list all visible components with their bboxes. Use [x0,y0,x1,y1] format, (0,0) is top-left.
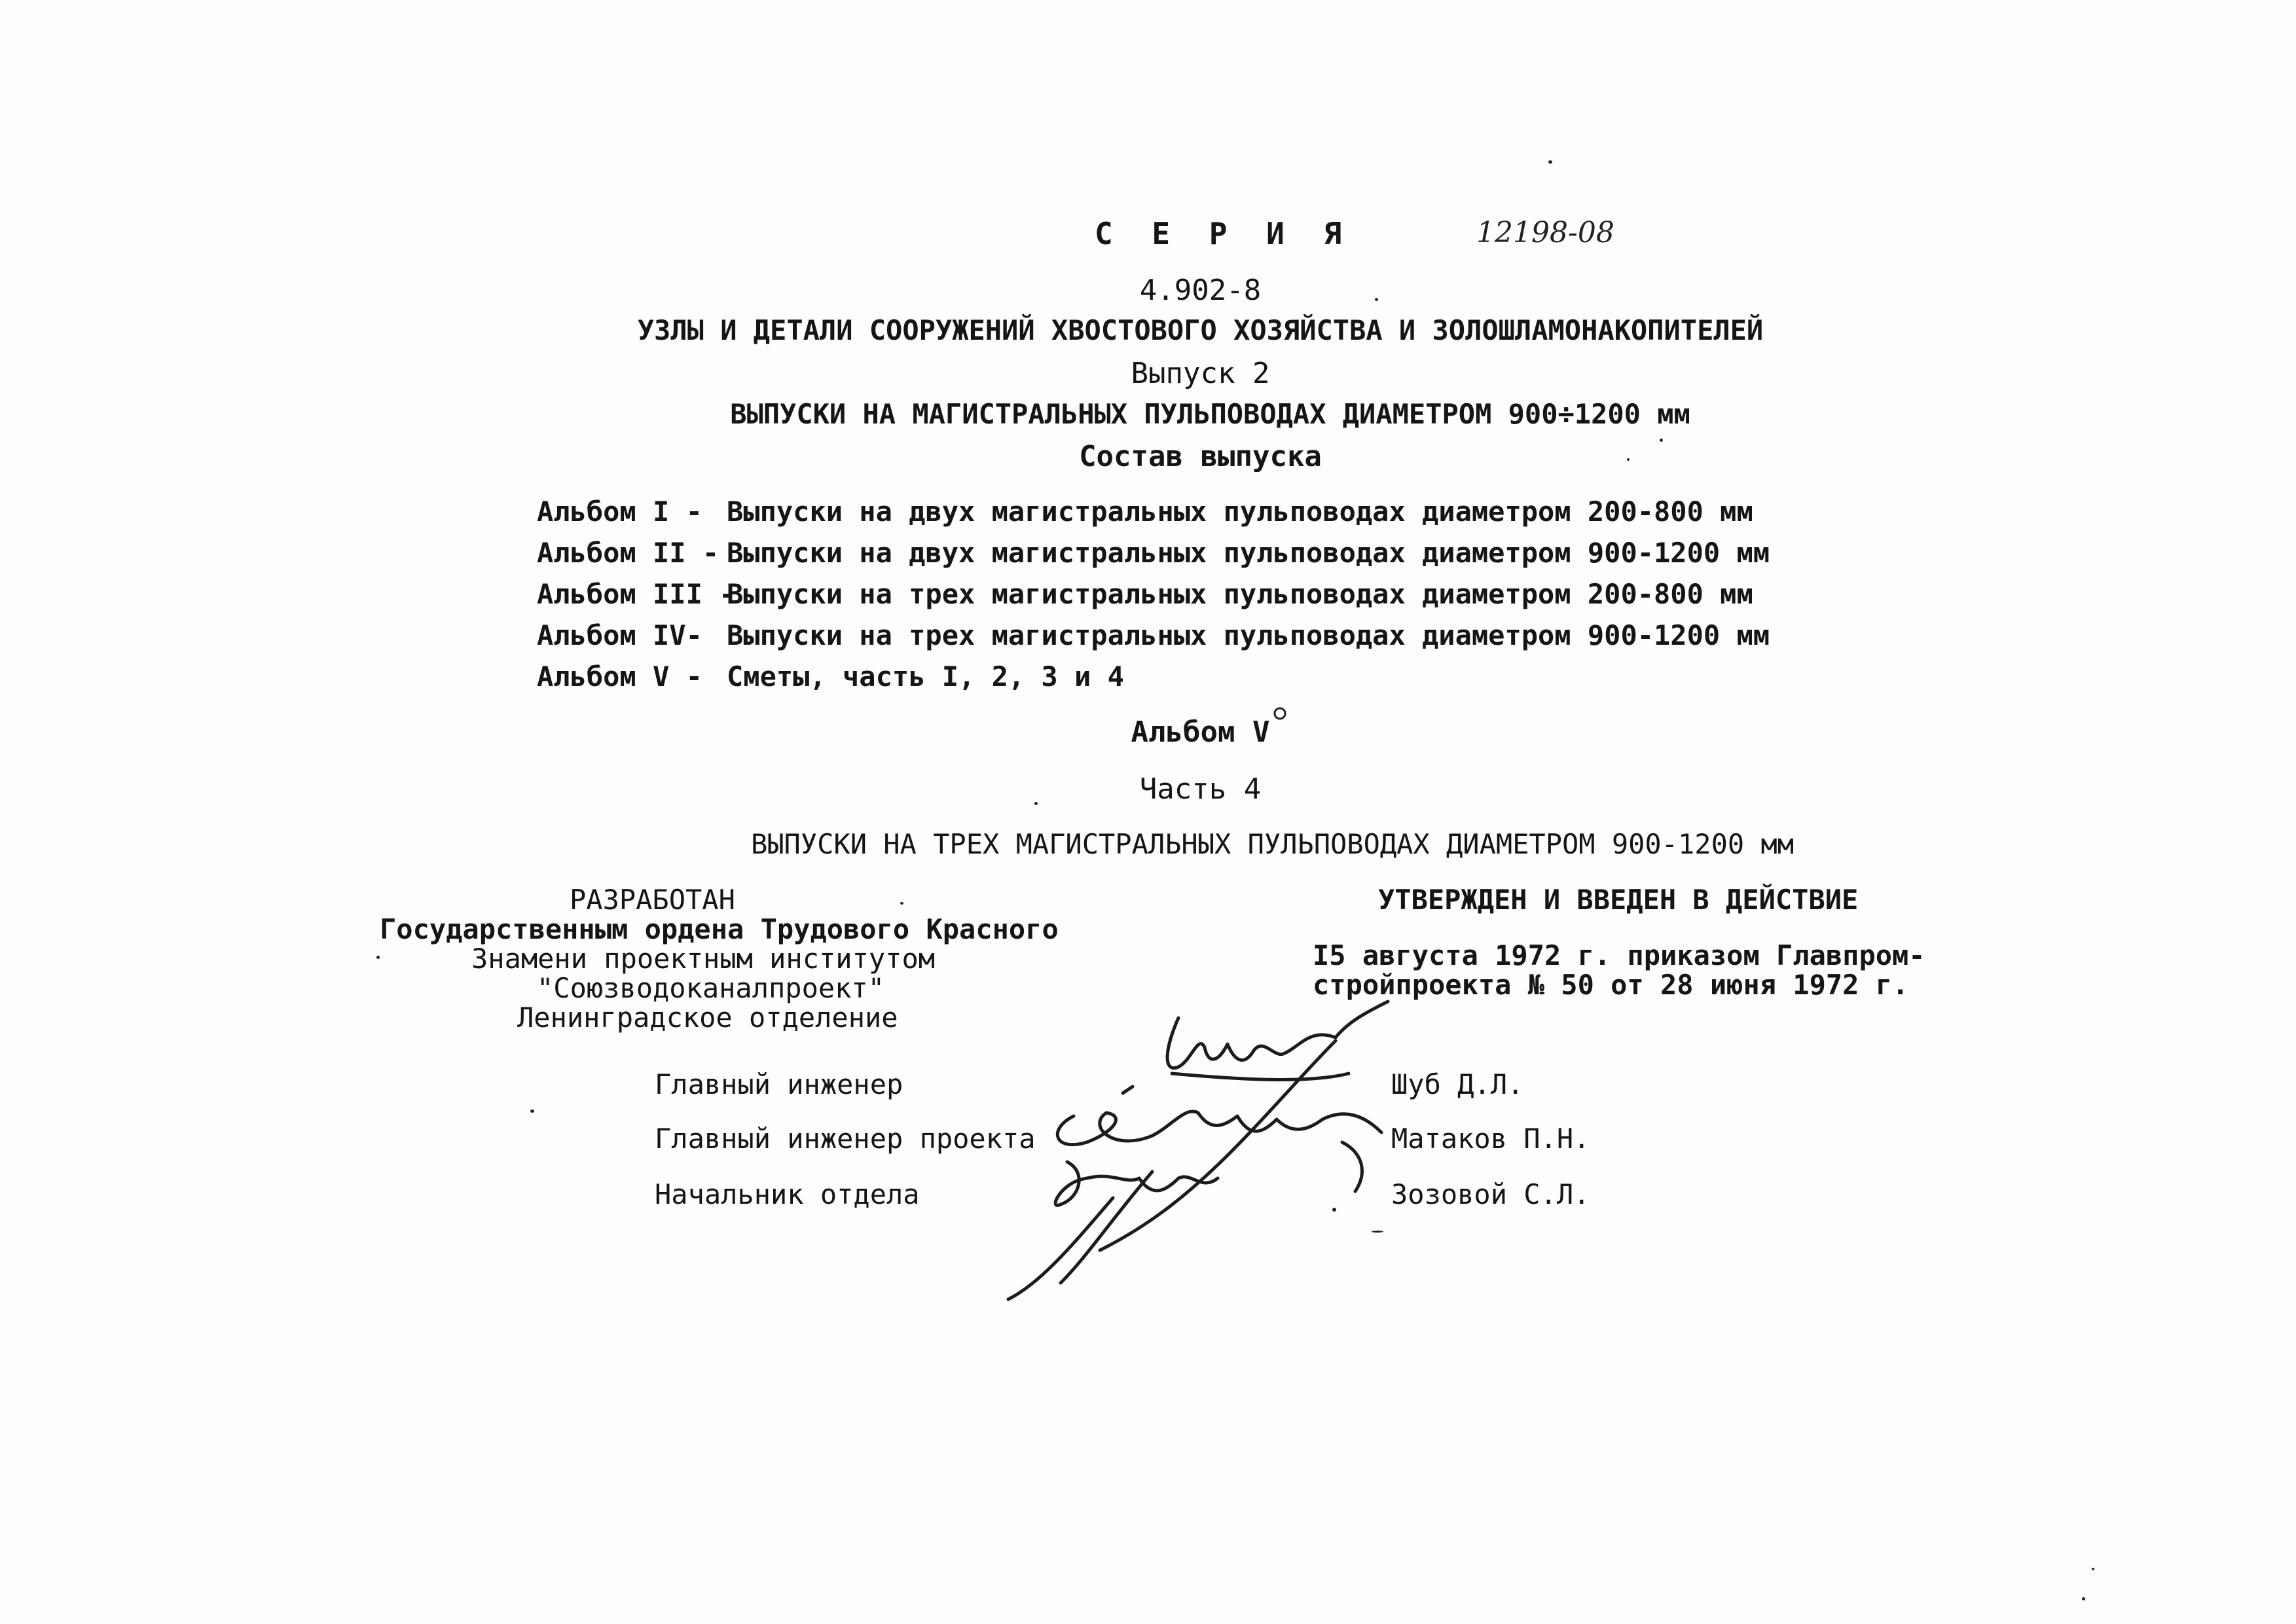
scan-speck [900,902,903,905]
series-label: С Е Р И Я [1095,216,1353,251]
issue-label: Выпуск 2 [1131,357,1270,390]
album-label: Альбом II - [537,537,720,569]
handwritten-series-code: 12198-08 [1476,216,1614,249]
series-number: 4.902-8 [1139,274,1262,307]
scan-speck [1372,1231,1383,1233]
album-description: Выпуски на трех магистральных пульповодах диаметром 900-1200 мм [727,619,1770,651]
signatory-name: Матаков П.Н. [1391,1123,1590,1155]
album-label: Альбом IV- [537,619,702,651]
developer-line: Знамени проектным институтом [471,943,936,975]
album-description: Выпуски на трех магистральных пульповодах диаметром 200-800 мм [727,578,1753,610]
ring-mark [1275,708,1285,719]
signature-stroke [1123,1087,1133,1093]
scan-speck [530,1110,534,1113]
album-description: Сметы, часть I, 2, 3 и 4 [727,660,1124,693]
signature-stroke [1167,1001,1388,1068]
album-label: Альбом V - [537,660,702,693]
scan-speck [1660,439,1663,442]
scan-speck [1627,458,1630,461]
album-description: Выпуски на двух магистральных пульповодах диаметром 900-1200 мм [727,537,1770,569]
scan-speck [1375,298,1378,301]
album-label: Альбом III - [537,578,736,610]
signature-stroke [1055,1162,1218,1205]
scan-speck [1548,160,1552,164]
signature-stroke [1342,1142,1362,1191]
signatory-role: Начальник отдела [655,1178,920,1210]
current-part: Часть 4 [1139,772,1262,806]
contents-label: Состав выпуска [1079,440,1322,473]
current-subject: ВЫПУСКИ НА ТРЕХ МАГИСТРАЛЬНЫХ ПУЛЬПОВОДАХ ДИАМЕТРОМ 900-1200 мм [750,828,1795,860]
scan-speck [1034,802,1038,805]
approval-line: I5 августа 1972 г. приказом Главпром- [1313,939,1925,971]
signatory-name: Зозовой С.Л. [1391,1178,1590,1210]
album-description: Выпуски на двух магистральных пульповодах диаметром 200-800 мм [727,496,1753,528]
current-album: Альбом V [1131,715,1270,749]
document-title: УЗЛЫ И ДЕТАЛИ СООРУЖЕНИЙ ХВОСТОВОГО ХОЗЯЙСТВА И ЗОЛОШЛАМОНАКОПИТЕЛЕЙ [637,314,1764,346]
issue-title: ВЫПУСКИ НА МАГИСТРАЛЬНЫХ ПУЛЬПОВОДАХ ДИАМЕТРОМ 900÷1200 мм [730,398,1690,430]
scan-speck [2082,1597,2085,1600]
signature-stroke [1100,1041,1336,1250]
signatory-role: Главный инженер [655,1068,903,1100]
scan-speck [1332,1208,1336,1212]
developer-line: Ленинградское отделение [517,1001,898,1034]
approved-heading: УТВЕРЖДЕН И ВВЕДЕН В ДЕЙСТВИЕ [1378,884,1859,916]
album-label: Альбом I - [537,496,702,528]
developer-line: Государственным ордена Трудового Красного [380,913,1059,945]
signature-stroke [1057,1111,1381,1145]
scan-speck [376,956,380,959]
developed-heading: РАЗРАБОТАН [570,884,735,916]
scan-speck [2092,1568,2094,1570]
signatory-name: Шуб Д.Л. [1391,1068,1524,1100]
signature-stroke [1172,1074,1349,1079]
signatory-role: Главный инженер проекта [655,1123,1036,1155]
approval-line: стройпроекта № 50 от 28 июня 1972 г. [1313,969,1909,1001]
developer-line: "Союзводоканалпроект" [537,972,885,1004]
